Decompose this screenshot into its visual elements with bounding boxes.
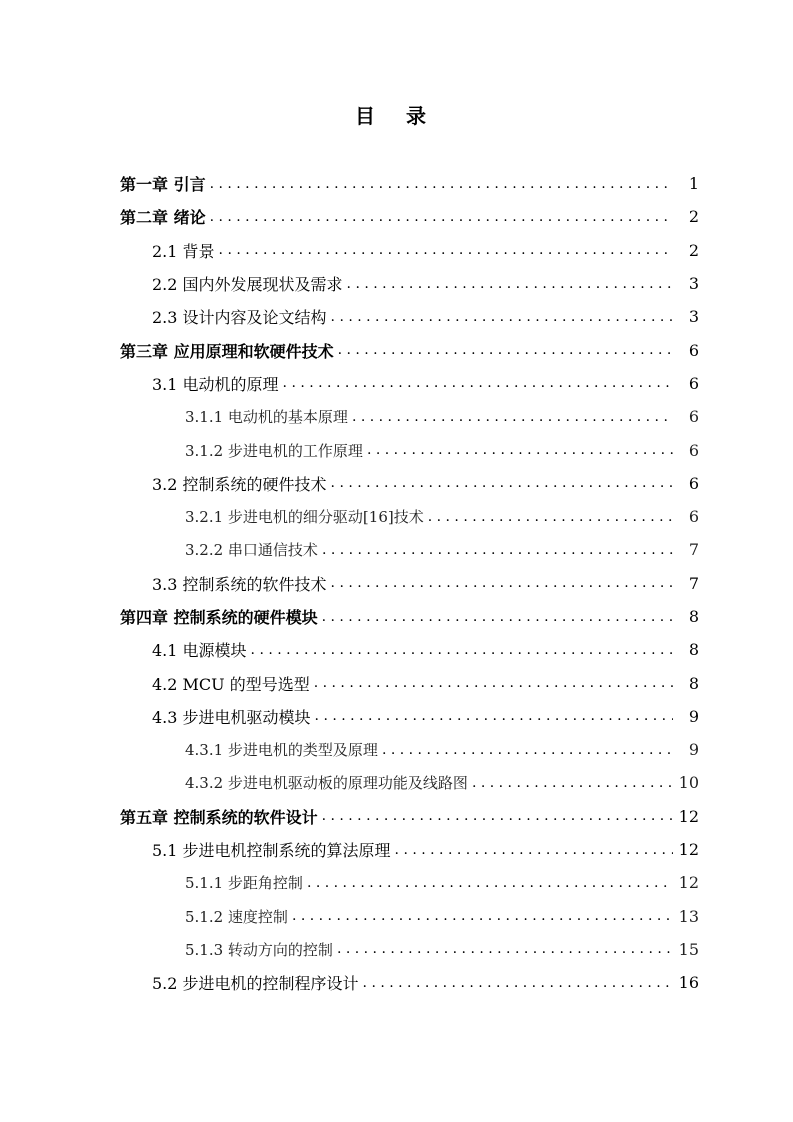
toc-dot-leader [348,409,673,425]
toc-page-number: 15 [678,939,699,959]
toc-dot-leader [310,675,673,691]
toc-entry-title: 第一章 引言 [120,175,206,195]
toc-page-number: 8 [688,640,699,660]
toc-entry[interactable] [0,766,793,799]
toc-dot-leader [318,542,673,558]
toc-page-number: 6 [688,473,699,493]
toc-dot-leader [327,309,673,325]
toc-entry-title: 2.2 国内外发展现状及需求 [152,275,343,295]
toc-entry[interactable] [0,500,793,533]
toc-page-number: 7 [688,573,699,593]
toc-dot-leader [215,242,673,258]
toc-entry[interactable] [0,367,793,400]
toc-dot-leader [363,442,673,458]
toc-entry[interactable] [0,600,793,633]
toc-entry[interactable] [0,800,793,833]
toc-page-number: 2 [688,207,699,227]
toc-entry-title: 5.1.2 速度控制 [185,907,288,926]
toc-entry[interactable] [0,333,793,366]
toc-page-number: 6 [688,507,699,527]
toc-dot-leader [378,742,673,758]
toc-dot-leader [279,375,673,391]
toc-entry-title: 3.3 控制系统的软件技术 [152,574,327,594]
toc-entry[interactable] [0,733,793,766]
toc-entry-title: 4.3.2 步进电机驱动板的原理功能及线路图 [185,774,468,793]
toc-page-number: 6 [688,373,699,393]
toc-dot-leader [311,708,673,724]
toc-entry[interactable] [0,966,793,999]
toc-page-number: 9 [688,706,699,726]
toc-entry[interactable] [0,533,793,566]
toc-entry[interactable] [0,467,793,500]
toc-entry-title: 第五章 控制系统的软件设计 [120,807,318,827]
toc-page-number: 7 [688,540,699,560]
toc-entry[interactable] [0,234,793,267]
toc-entry-title: 3.1.2 步进电机的工作原理 [185,441,363,460]
toc-page-number: 2 [688,240,699,260]
toc-dot-leader [424,509,673,525]
toc-entry-title: 4.3.1 步进电机的类型及原理 [185,741,378,760]
toc-dot-leader [206,176,673,192]
toc-page-number: 3 [688,307,699,327]
toc-dot-leader [288,908,673,924]
toc-entry-title: 5.2 步进电机的控制程序设计 [152,974,359,994]
toc-page-number: 1 [688,174,699,194]
toc-entry-title: 第三章 应用原理和软硬件技术 [120,341,334,361]
toc-dot-leader [318,808,673,824]
toc-entry[interactable] [0,633,793,666]
toc-dot-leader [343,276,673,292]
toc-dot-leader [327,475,673,491]
toc-entry[interactable] [0,866,793,899]
page-title: 目 录 [355,104,438,128]
toc-entry-title: 4.3 步进电机驱动模块 [152,707,311,727]
toc-entry-title: 第二章 绪论 [120,208,206,228]
toc-entry-title: 3.2.2 串口通信技术 [185,541,318,560]
toc-dot-leader [359,975,673,991]
toc-entry[interactable] [0,900,793,933]
toc-page-number: 13 [678,906,699,926]
toc-page-number: 8 [688,607,699,626]
toc-page-number: 8 [688,673,699,693]
toc-page-number: 12 [678,873,699,893]
toc-entry[interactable] [0,400,793,433]
toc-entry[interactable] [0,300,793,333]
toc-dot-leader [334,342,673,358]
toc-entry-title: 3.2 控制系统的硬件技术 [152,474,327,494]
toc-entry[interactable] [0,200,793,233]
toc-dot-leader [333,941,673,957]
toc-entry-title: 4.1 电源模块 [152,641,247,661]
toc-page-number: 6 [688,440,699,460]
toc-entry-title: 3.1.1 电动机的基本原理 [185,408,348,427]
toc-entry[interactable] [0,433,793,466]
toc-entry-title: 4.2 MCU 的型号选型 [152,674,310,694]
toc-entry-title: 3.1 电动机的原理 [152,374,279,394]
toc-page-number: 6 [688,340,699,360]
toc-dot-leader [206,209,673,225]
toc-entry-title: 5.1.3 转动方向的控制 [185,940,333,959]
toc-entry[interactable] [0,666,793,699]
toc-page-number: 10 [678,773,699,793]
toc-entry[interactable] [0,700,793,733]
toc-page-number: 9 [688,740,699,760]
toc-entry-title: 3.2.1 步进电机的细分驱动[16]技术 [185,508,424,527]
toc-entry-title: 5.1.1 步距角控制 [185,874,303,893]
toc-page-number: 6 [688,407,699,427]
toc-entry[interactable] [0,167,793,200]
toc-entry-title: 2.3 设计内容及论文结构 [152,308,327,328]
toc-dot-leader [303,875,673,891]
toc-dot-leader [318,609,673,625]
toc-dot-leader [391,842,673,858]
toc-page-number: 3 [688,274,699,294]
toc-dot-leader [247,642,673,658]
toc-entry-title: 第四章 控制系统的硬件模块 [120,608,318,627]
toc-dot-leader [468,775,673,791]
toc-entry-title: 2.1 背景 [152,241,215,261]
toc-dot-leader [327,575,673,591]
toc-page-number: 12 [678,840,699,860]
toc-entry[interactable] [0,267,793,300]
toc-page-number: 12 [678,806,699,826]
toc-entry-title: 5.1 步进电机控制系统的算法原理 [152,841,391,861]
toc-entry[interactable] [0,567,793,600]
toc-page-number: 16 [678,973,699,993]
table-of-contents [0,167,793,999]
toc-entry[interactable] [0,833,793,866]
toc-entry[interactable] [0,933,793,966]
